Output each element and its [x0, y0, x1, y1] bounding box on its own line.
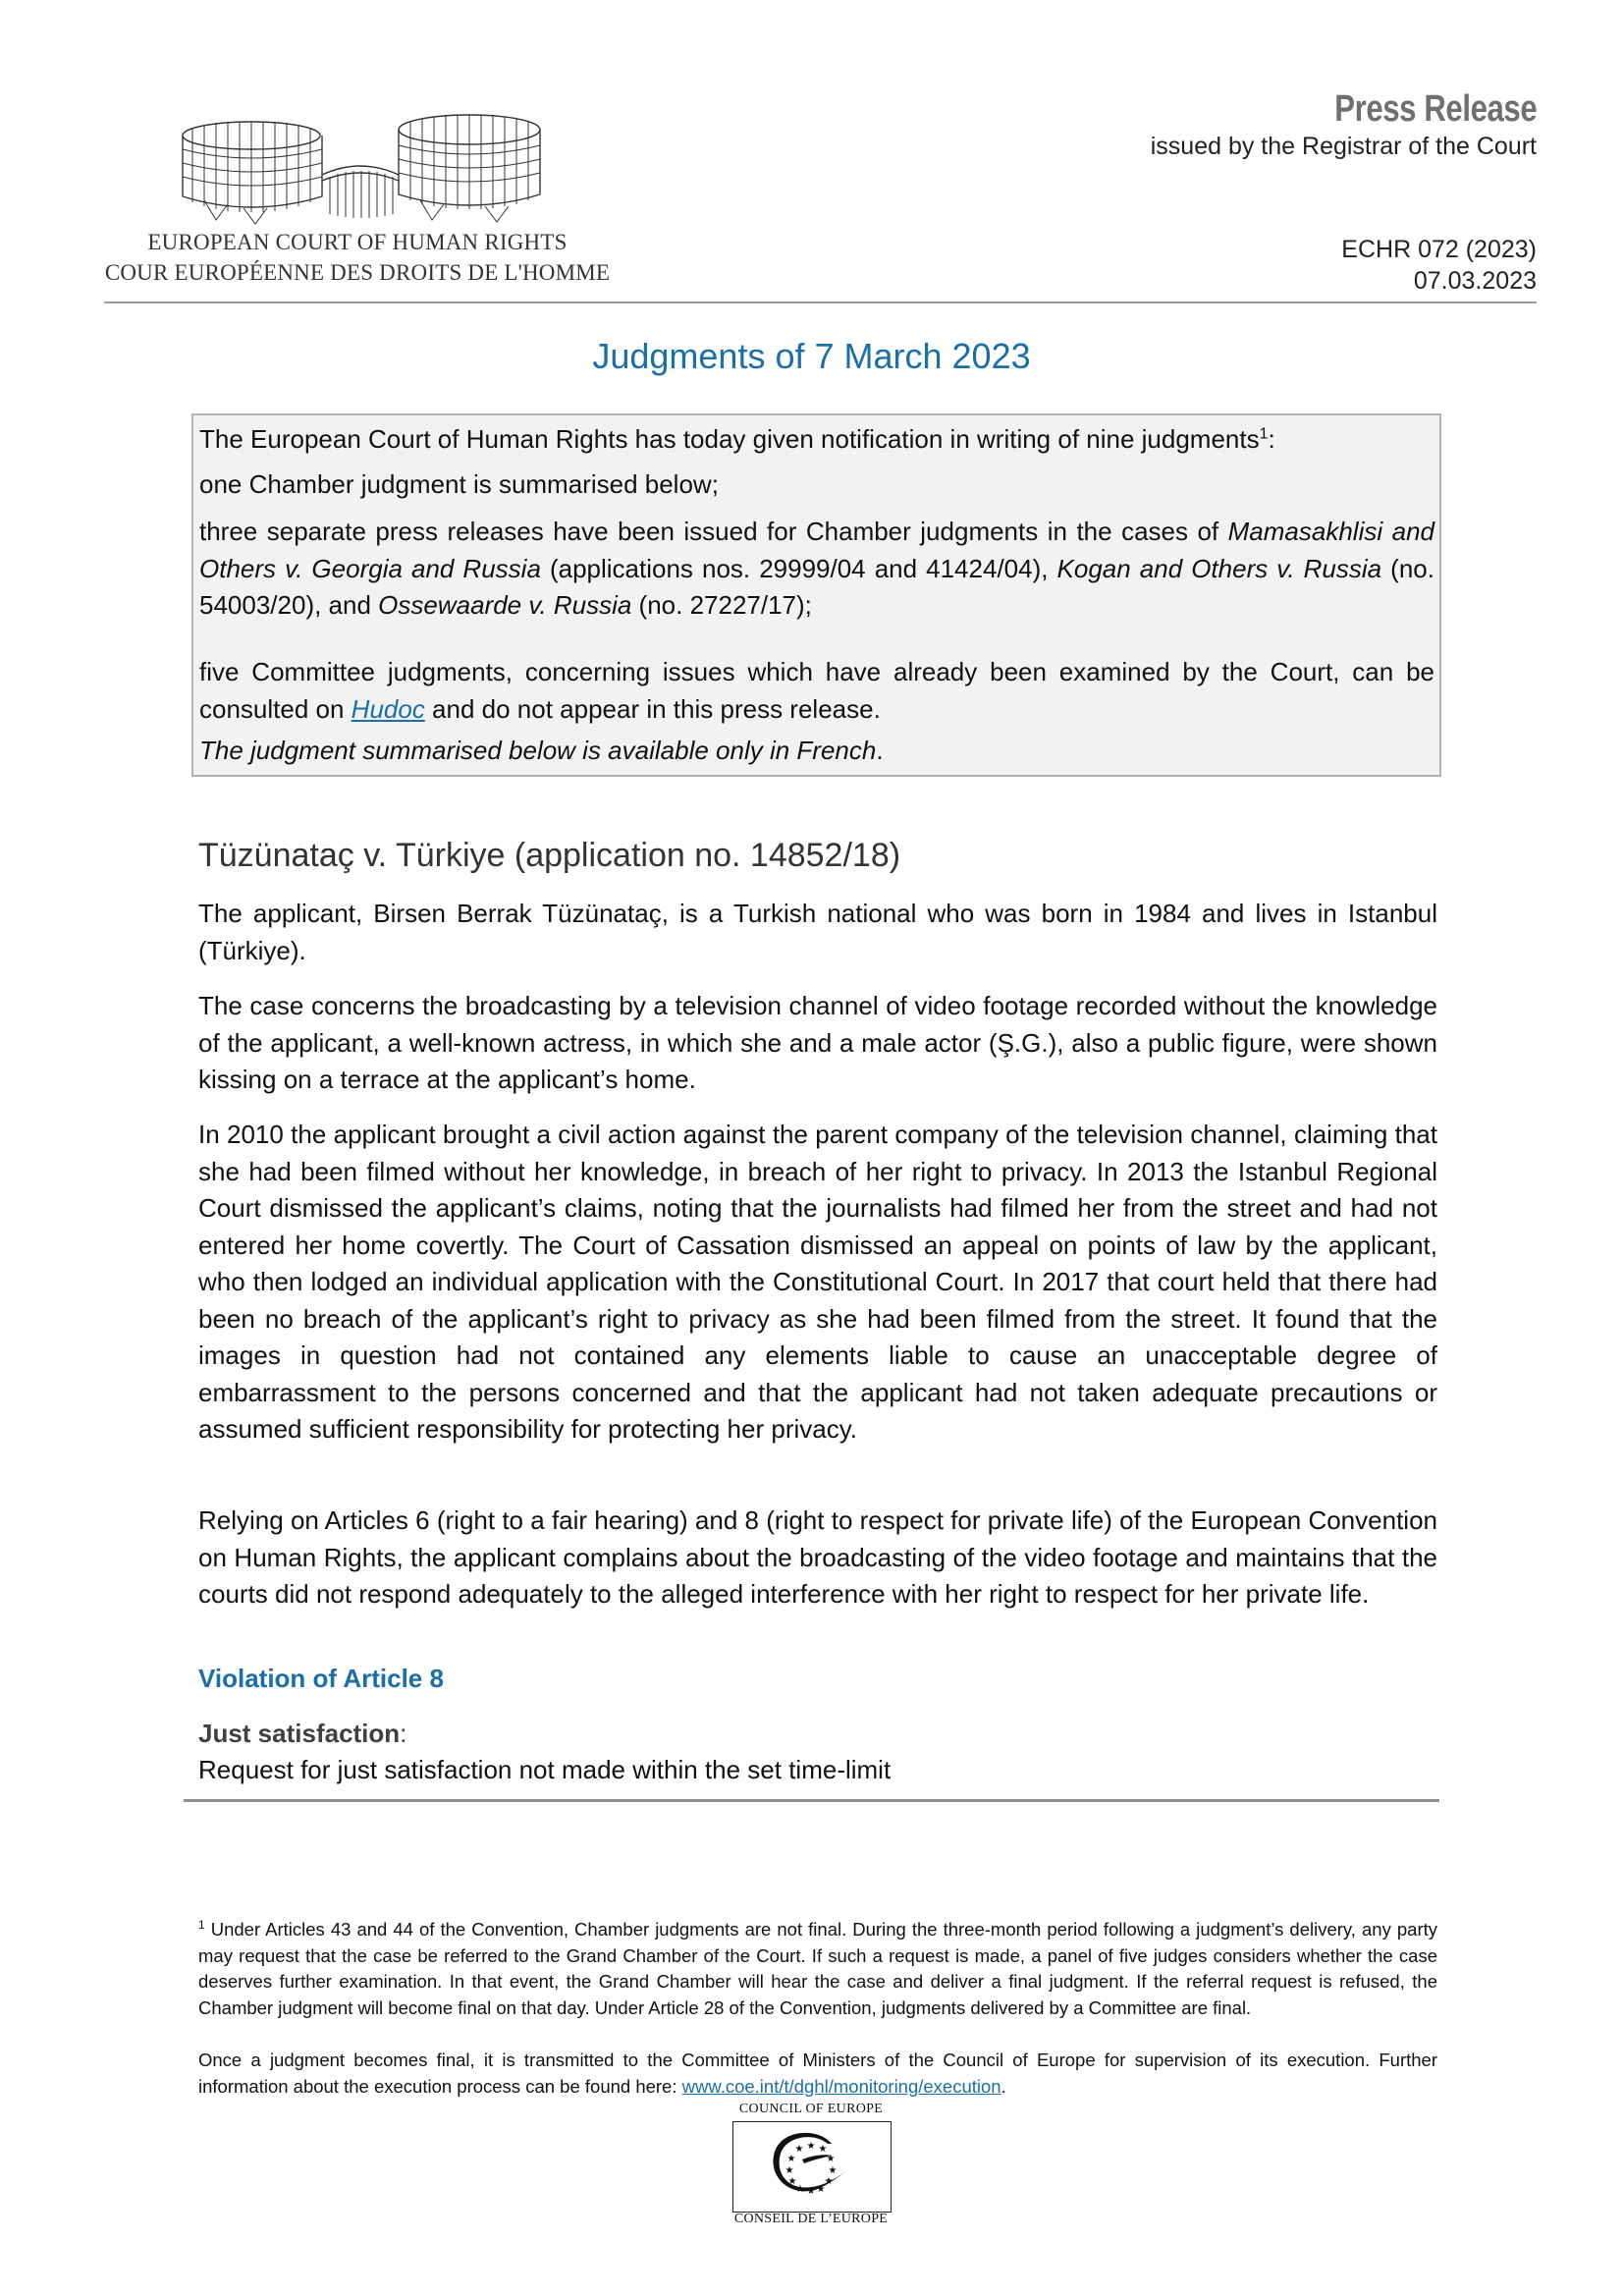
header-divider — [104, 301, 1537, 303]
case-paragraph: In 2010 the applicant brought a civil action against the parent company of the television channel, claiming that she had been filmed without her knowledge, in breach of her right to privacy. In 2013 the Istanbul Regional Court dismissed the applicant’s claims, noting that the journalists had filmed her from the street and had not entered her home covertly. The Court of Cassation dismissed an appeal on points of law by the applicant, who then lodged an individual application with the Constitutional Court. In 2017 that court held that there had been no breach of the applicant’s right to privacy as she had been filmed from the street. It found that the images in question had not contained any elements liable to cause an unacceptable degree of embarrassment to the persons concerned and that the applicant had not taken adequate precautions or assumed sufficient responsibility for protecting her privacy. — [198, 1120, 1437, 1444]
svg-text:★: ★ — [795, 2184, 805, 2195]
issuer-line: issued by the Registrar of the Court — [1150, 133, 1537, 160]
coe-name-english: COUNCIL OF EUROPE — [738, 2102, 884, 2116]
case-paragraph: The applicant, Birsen Berrak Tüzünataç, is a Turkish national who was born in 1984 and lives in Istanbul (Türkiye). — [198, 899, 1437, 965]
summary-intro-colon: : — [1268, 424, 1275, 454]
text-span: (no. 27227/17); — [631, 590, 812, 620]
coe-logo-frame — [732, 2121, 892, 2213]
execution-link[interactable]: www.coe.int/t/dghl/monitoring/execution — [681, 2075, 1001, 2097]
text-span: The judgment summarised below is available only in French — [199, 736, 877, 765]
page-title: Judgments of 7 March 2023 — [592, 336, 1031, 376]
release-date: 07.03.2023 — [1413, 267, 1537, 295]
case-outcome: Violation of Article 8 — [198, 1664, 444, 1693]
svg-text:★: ★ — [818, 2144, 828, 2155]
footnote-ref[interactable]: 1 — [1259, 425, 1269, 443]
court-name-french: COUR EUROPÉENNE DES DROITS DE L'HOMME — [104, 260, 611, 285]
svg-text:★: ★ — [828, 2165, 838, 2176]
court-name-english: EUROPEAN COURT OF HUMAN RIGHTS — [147, 230, 568, 254]
footnote-text: Under Articles 43 and 44 of the Convention, Chamber judgments are not final. During the three-month period following a judgment’s delivery, any party may request that the case be referred to the Grand Chamber of the Court. If such a request is made, a panel of five judges considers whether the case deserves further examination. In that event, the Grand Chamber will hear the case and deliver a final judgment. If the referral request is refused, the Chamber judgment will become final on that day. Under Article 28 of the Convention, judgments delivered by a Committee are final. — [198, 1919, 1437, 2019]
svg-text:★: ★ — [824, 2176, 834, 2187]
footnote-execution — [198, 2048, 1437, 2100]
case-paragraph: Relying on Articles 6 (right to a fair hearing) and 8 (right to respect for private life) of the European Convention on Human Rights, the applicant complains about the broadcasting of the video footage and maintains that the courts did not respond adequately to the alleged interference with her right to respect for her private life. — [198, 1505, 1437, 1609]
text-span: five Committee judgments, concerning issues which have already been examined by the Court, can be consulted on — [199, 657, 1434, 724]
footnote-marker: 1 — [198, 1917, 205, 1932]
just-satisfaction-title: Just satisfaction — [198, 1719, 401, 1748]
svg-text:★: ★ — [816, 2184, 826, 2195]
press-release-label: Press Release — [1333, 88, 1537, 130]
summary-intro — [199, 421, 1434, 459]
summary-separate-releases — [199, 514, 1434, 625]
svg-text:★: ★ — [784, 2165, 794, 2176]
just-satisfaction-colon: : — [400, 1719, 407, 1748]
text-span: . — [876, 736, 884, 765]
section-divider — [184, 1799, 1439, 1802]
reference-number: ECHR 072 (2023) — [1341, 236, 1537, 263]
case-name-kogan: Kogan and Others v. Russia — [1056, 553, 1382, 583]
svg-text:★: ★ — [786, 2154, 796, 2164]
case-name-mamasakhlisi: Mamasakhlisi and Others v. Georgia and Russia — [199, 517, 1434, 583]
svg-text:★: ★ — [787, 2176, 797, 2187]
footnote-1 — [198, 1917, 1437, 2022]
summary-box — [191, 413, 1441, 777]
svg-text:★: ★ — [806, 2186, 816, 2197]
text-span: three separate press releases have been issued for Chamber judgments in the cases of — [199, 517, 1228, 546]
text-span: and do not appear in this press release. — [424, 693, 881, 724]
summary-language-note — [199, 733, 1434, 770]
case-heading: Tüzünataç v. Türkiye (application no. 14852/18) — [198, 837, 901, 874]
case-name-ossewaarde: Ossewaarde v. Russia — [378, 590, 632, 620]
summary-intro-text: The European Court of Human Rights has today given notification in writing of nine judgments — [199, 424, 1260, 454]
just-satisfaction-text: Request for just satisfaction not made within the set time-limit — [198, 1755, 892, 1784]
just-satisfaction-label — [198, 1719, 406, 1749]
svg-text:★: ★ — [806, 2141, 816, 2152]
text-span: (applications nos. 29999/04 and 41424/04), — [540, 553, 1057, 583]
summary-committee-item — [199, 654, 1434, 728]
council-of-europe-emblem-icon — [733, 2122, 890, 2211]
coe-name-french: CONSEIL DE L’EUROPE — [733, 2212, 889, 2226]
text-span: (no. 54003/20), and — [199, 553, 1434, 620]
text-span: . — [1001, 2075, 1006, 2097]
hudoc-link[interactable]: Hudoc — [351, 693, 425, 724]
svg-text:★: ★ — [826, 2154, 836, 2164]
court-building-icon — [175, 98, 546, 228]
summary-chamber-item: one Chamber judgment is summarised below; — [199, 469, 719, 499]
footnote-text: Once a judgment becomes final, it is transmitted to the Committee of Ministers of the Council of Europe for supervision of its execution. Further information about the execution process can be found here: — [198, 2050, 1437, 2097]
svg-text:★: ★ — [794, 2144, 804, 2155]
case-paragraph: The case concerns the broadcasting by a television channel of video footage recorded without the knowledge of the applicant, a well-known actress, in which she and a male actor (Ş.G.), also a public figure, were shown kissing on a terrace at the applicant’s home. — [198, 991, 1437, 1094]
